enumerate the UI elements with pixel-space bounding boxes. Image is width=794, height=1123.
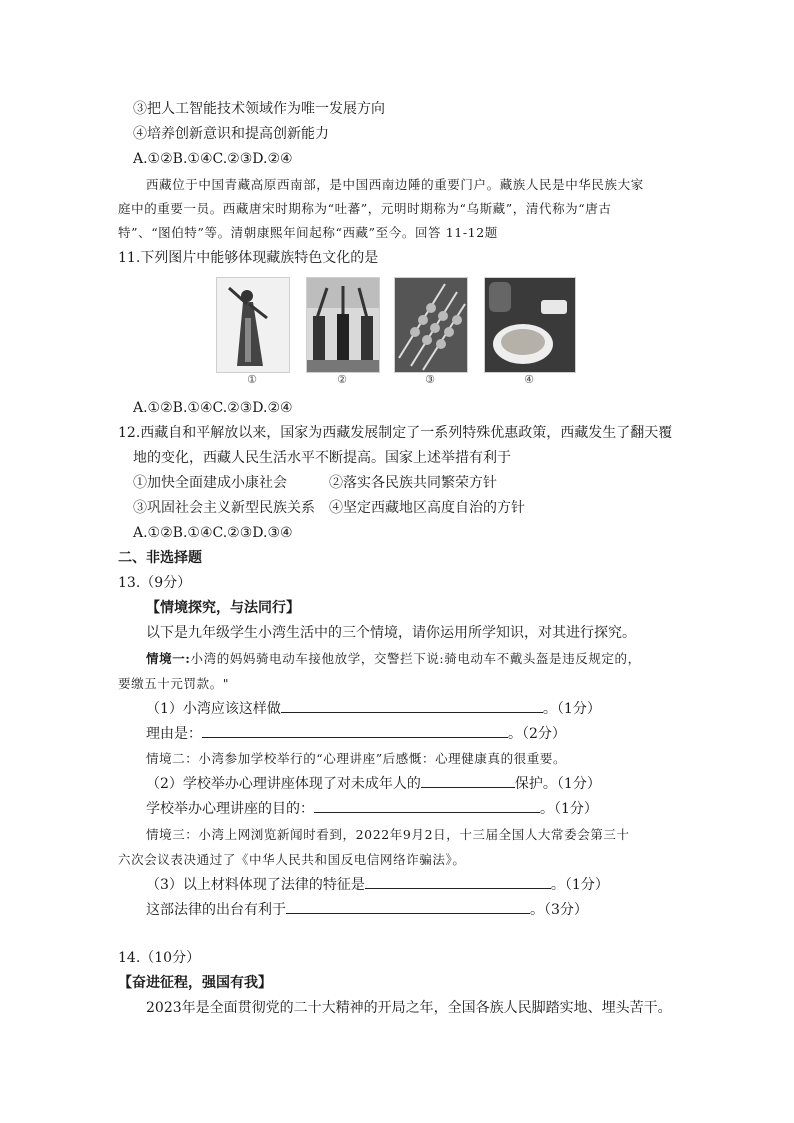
photo-label-4: ④ [524,373,534,386]
q14-intro: 2023年是全面贯彻党的二十大精神的开局之年，全国各族人民脚踏实地、埋头苦干。 [146,1000,672,1016]
answer-blank-6[interactable] [286,900,530,914]
scenario-3-line1: 情境三：小湾上网浏览新闻时看到，2022年9月2日，十三届全国人大常委会第三十 [146,827,630,842]
answer-blank-1[interactable] [281,699,543,713]
q13-intro: 以下是九年级学生小湾生活中的三个情境，请你运用所学知识，对其进行探究。 [146,625,636,641]
q13-part1 [146,699,601,719]
q13-part2-purpose [146,799,598,819]
answer-blank-4[interactable] [314,799,540,813]
q12-option-4: ④坚定西藏地区高度自治的方针 [329,500,525,516]
scenario-1-line2: 要缴五十元罚款。" [118,676,230,691]
question-12-line1: 12.西藏自和平解放以来，国家为西藏发展制定了一系列特殊优惠政策，西藏发生了翻天覆 [118,425,673,441]
answer-blank-5[interactable] [365,875,551,889]
photo-label-1: ① [247,373,257,386]
photo-label-2: ② [337,373,347,386]
q13-part3 [146,875,609,895]
q13-purpose-label: 学校举办心理讲座的目的： [146,801,314,817]
tibet-passage-line2: 庭中的重要一员。西藏唐宋时期称为“吐蕃”，元明时期称为“乌斯藏”，清代称为“唐古 [118,201,612,216]
question-13: 13.（9分） [118,575,192,591]
scenario-1-label: 情境一: [146,651,191,666]
answer-options-q10: A.①②B.①④C.②③D.②④ [133,151,293,167]
answer-options-q11: A.①②B.①④C.②③D.②④ [133,400,293,416]
q13-part3-text: （3）以上材料体现了法律的特征是 [146,877,365,893]
q13-part3-benefit [146,900,588,920]
q13-reason-score: 。（2分） [508,726,566,742]
q13-benefit-score: 。（3分） [530,902,588,918]
option-3: ③把人工智能技术领域作为唯一发展方向 [133,101,385,117]
answer-blank-2[interactable] [202,724,508,738]
question-12-line2: 地的变化，西藏人民生活水平不断提高。国家上述举措有利于 [133,450,511,466]
q13-reason-label: 理由是： [146,726,202,742]
q13-part2-text: （2）学校举办心理讲座体现了对未成年人的 [146,776,421,792]
tibet-passage-line1: 西藏位于中国青藏高原西南部，是中国西南边陲的重要门户。藏族人民是中华民族大家 [146,177,644,192]
q13-part2 [146,774,601,794]
question-14: 14.（10分） [118,950,201,966]
question-11: 11.下列图片中能够体现藏族特色文化的是 [118,250,379,266]
scenario-2: 情境二：小湾参加学校举行的“心理讲座”后感慨：心理健康真的很重要。 [146,751,567,766]
answer-blank-3[interactable] [421,774,515,788]
scenario-1-line1 [146,649,641,669]
dancer-photo-icon [216,277,290,373]
section-2-heading: 二、非选择题 [118,550,202,566]
q13-part1-score: 。（1分） [542,701,601,717]
option-4: ④培养创新意识和提高创新能力 [133,126,329,142]
q12-option-2: ②落实各民族共同繁荣方针 [329,475,497,491]
q13-benefit-label: 这部法律的出台有利于 [146,902,286,918]
photo-strip [216,277,576,389]
q12-option-1: ①加快全面建成小康社会 [133,475,287,491]
scenario-1-text: 小湾的妈妈骑电动车接他放学，交警拦下说:骑电动车不戴头盔是违反规定的， [190,651,641,666]
q13-purpose-score: 。（1分） [540,801,598,817]
q13-title: 【情境探究，与法同行】 [146,600,300,616]
tibet-passage-line3: 特”、“图伯特”等。清朝康熙年间起称“西藏”至今。回答 11-12题 [118,225,498,240]
scenario-3-line2: 六次会议表决通过了《中华人民共和国反电信网络诈骗法》。 [118,852,466,867]
skewers-photo-icon [394,277,468,373]
group-dance-photo-icon [306,277,380,373]
photo-label-3: ③ [425,373,435,386]
q13-part1-text: （1）小湾应该这样做 [146,701,281,717]
answer-options-q12: A.①②B.①④C.②③D.③④ [133,525,293,541]
q13-part2-score: 保护。（1分） [514,776,601,792]
q13-part1-reason [146,724,566,744]
q14-title: 【奋进征程，强国有我】 [118,975,272,991]
tea-bowl-photo-icon [484,277,576,373]
q13-part3-score: 。（1分） [550,877,609,893]
q12-option-3: ③巩固社会主义新型民族关系 [133,500,315,516]
